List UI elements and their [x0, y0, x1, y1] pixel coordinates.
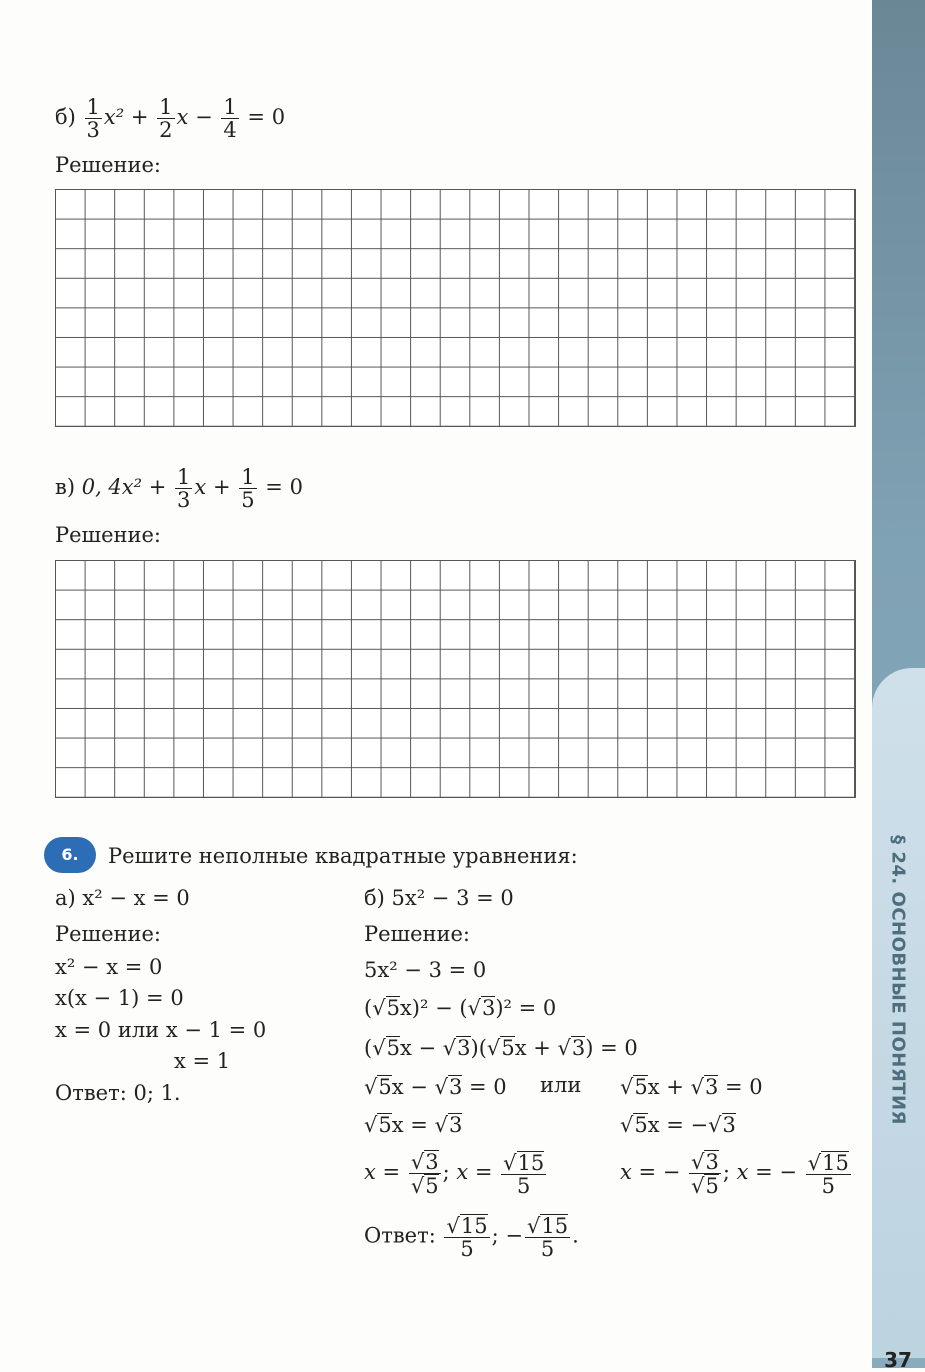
part-b-solution-label: Решение:: [364, 922, 471, 946]
part-a-step-2: x(x − 1) = 0: [55, 986, 184, 1010]
part-a-answer: Ответ: 0; 1.: [55, 1081, 181, 1105]
part-b-step-5-left: √5x = √3: [364, 1113, 463, 1137]
task-v-equation: в) 0, 4x² + $\frac{1}{3}$ x + $\frac{1}{5}$ = 0: [55, 465, 303, 513]
part-b-or: или: [540, 1073, 582, 1097]
part-a-step-1: x² − x = 0: [55, 955, 163, 979]
task-v-solution-label: Решение:: [55, 523, 162, 547]
part-b-step-2: (√5x)² − (√3)² = 0: [364, 996, 557, 1020]
task-b-solution-label: Решение:: [55, 153, 162, 177]
part-b-answer: Ответ: $\frac{√15}{5}$ ; − $\frac{√15}{5}$ .: [364, 1214, 579, 1262]
page-number: 37: [884, 1348, 912, 1372]
exercise-number-badge: 6.: [44, 837, 96, 873]
task-v-answer-grid[interactable]: [55, 560, 856, 798]
part-a-solution-label: Решение:: [55, 922, 162, 946]
part-a-step-4: x = 1: [174, 1049, 231, 1073]
chapter-title: § 24. ОСНОВНЫЕ ПОНЯТИЯ: [887, 835, 909, 1125]
task-b-answer-grid[interactable]: [55, 189, 856, 427]
part-b-step-3: (√5x − √3)(√5x + √3) = 0: [364, 1036, 638, 1060]
part-b-step-6-left: x = $\frac{√3}{√5}$ ; x = $\frac{√15}{5}$: [364, 1150, 545, 1199]
part-a-equation: а) x² − x = 0: [55, 886, 190, 910]
part-b-step-4-left: √5x − √3 = 0: [364, 1075, 507, 1099]
part-b-step-4-right: √5x + √3 = 0: [620, 1075, 763, 1099]
part-b-step-1: 5x² − 3 = 0: [364, 958, 487, 982]
part-a-step-3: x = 0 или x − 1 = 0: [55, 1018, 267, 1042]
part-b-step-6-right: x = − $\frac{√3}{√5}$ ; x = − $\frac{√15}{5}$: [620, 1150, 849, 1199]
part-b-equation: б) 5x² − 3 = 0: [364, 886, 514, 910]
exercise-title: Решите неполные квадратные уравнения:: [108, 844, 578, 868]
part-b-step-5-right: √5x = −√3: [620, 1113, 736, 1137]
task-b-equation: б) $\frac{1}{3}$ x² + $\frac{1}{2}$ x − $\frac{1}{4}$ = 0: [55, 95, 286, 143]
